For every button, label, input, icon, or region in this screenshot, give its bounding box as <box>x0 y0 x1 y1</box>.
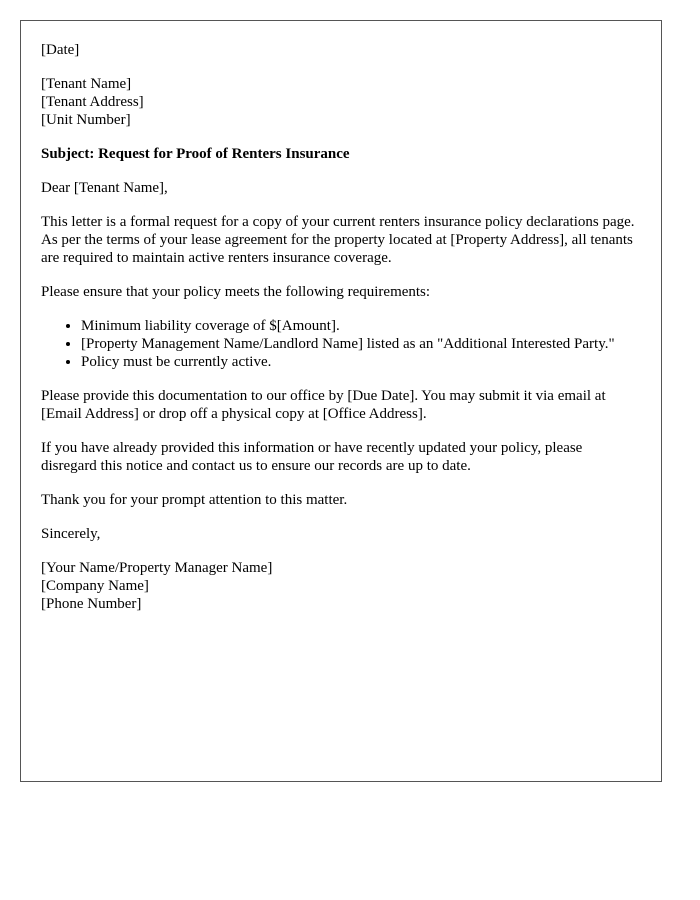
requirements-list <box>41 317 641 371</box>
sender-name: [Your Name/Property Manager Name] <box>41 560 273 576</box>
date: [Date] <box>41 42 80 58</box>
recipient-block <box>41 75 641 129</box>
subject: Subject: Request for Proof of Renters Insurance <box>41 146 350 162</box>
list-item: • Policy must be currently active. <box>81 353 641 371</box>
closing: Sincerely, <box>41 526 101 542</box>
paragraph-4: If you have already provided this information or have recently updated your policy, please disregard this notice and contact us to ensure our records are up to date. <box>41 440 583 474</box>
tenant-name: [Tenant Name] <box>41 76 132 92</box>
paragraph-5: Thank you for your prompt attention to this matter. <box>41 492 348 508</box>
paragraph-2: Please ensure that your policy meets the following requirements: <box>41 284 431 300</box>
paragraph-3: Please provide this documentation to our office by [Due Date]. You may submit it via email at [Email Address] or drop off a physical copy at [Office Address]. <box>41 388 606 422</box>
salutation: Dear [Tenant Name], <box>41 180 168 196</box>
tenant-address: [Tenant Address] <box>41 94 144 110</box>
paragraph-1: This letter is a formal request for a copy of your current renters insurance policy declarations page. As per the terms of your lease agreement for the property located at [Property Address], all tenants are required to maintain active renters insurance coverage. <box>41 214 635 266</box>
phone-number: [Phone Number] <box>41 596 142 612</box>
list-item: • Minimum liability coverage of $[Amount]. <box>81 317 641 335</box>
signature-block <box>41 559 641 613</box>
company-name: [Company Name] <box>41 578 149 594</box>
list-item: • [Property Management Name/Landlord Name] listed as an "Additional Interested Party." <box>81 335 641 353</box>
unit-number: [Unit Number] <box>41 112 131 128</box>
letter <box>20 20 662 782</box>
